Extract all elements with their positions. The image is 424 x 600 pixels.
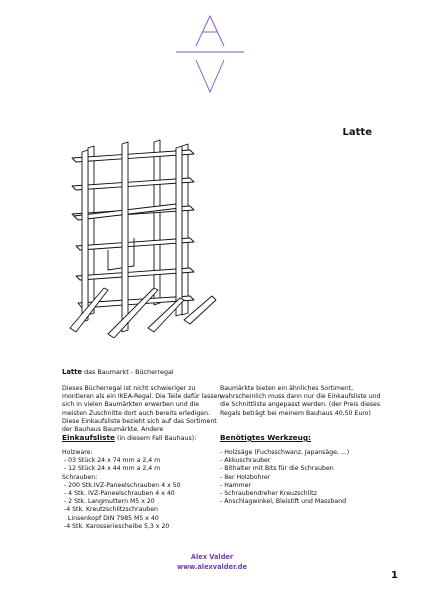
product-name: Latte [62,368,83,376]
paragraph-left: Dieses Bücherregal ist nicht schwieriger zu montieren als ein IKEA-Regal. Die Teile dafür lassen sich in vielen Baumärkten erwerben und die meisten Zuschnitte dort auch bereits erledigen. Diese Einkaufsliste bezieht sich auf das Sortiment der Bauhaus Baumärkte. Andere [62,385,222,434]
list-item: - Holzsäge (Fuchsschwanz, Japansäge, ...) [220,449,350,456]
author-name: Alex Valder [190,553,234,561]
shopping-list-heading [62,434,222,443]
list-item: - 200 Stk.IVZ-Paneelschrauben 4 x 50 [62,481,181,489]
shopping-list-subtitle: (in diesem Fall Bauhaus): [114,435,197,442]
page-title: Latte [342,127,372,138]
product-subtitle: das Baumarkt - Bücherregal [82,368,174,376]
list-item: -4 Stk. Karosseriescheibe 5,3 x 20 [62,522,170,530]
list-item: - Hammer [220,481,252,489]
list-item: - 2 Stk. Langmuttern M5 x 20 [62,498,155,506]
tools-title: Benötigtes Werkzeug: [220,433,311,442]
av-logo-icon [170,10,250,94]
list-item: Linsenkopf DIN 7985 M5 x 40 [62,514,159,522]
shelf-illustration-icon [64,138,224,338]
list-item: - Schraubendreher Kreuzschlitz [220,490,317,498]
paragraph-right: Baumärkte bieten ein ähnliches Sortiment, wahrscheinlich muss dann nur die Einkaufsliste und die Schnittliste angepasst werden. (der Preis dieses Regals beträgt bei meinem Bauhaus 40,50 Euro) [220,385,381,417]
list-item: - 12 Stück 24 x 44 mm a 2,4 m [62,465,161,473]
tools-list [220,449,385,506]
page-number: 1 [391,570,398,581]
list-item: - Anschlagwinkel, Bleistift und Massband [220,498,347,506]
list-item: - Akkuschrauber [220,457,271,465]
tools-heading [220,434,385,443]
list-item: - Bithalter mit Bits für die Schrauben [220,465,334,473]
shopping-list-title: Einkaufsliste [62,433,115,442]
intro-line [62,368,174,376]
list-item: - 03 Stück 24 x 74 mm a 2,4 m [62,457,161,465]
list-item: - 8er Holzbohrer [220,473,271,481]
shopping-list [62,449,222,531]
list-item: - 4 Stk. IVZ-Paneelschrauben 4 x 40 [62,490,175,498]
list-item: Holzware: [62,449,93,456]
list-item: Schrauben: [62,473,98,481]
author-url[interactable]: www.alexvalder.de [177,563,247,571]
list-item: -4 Stk. Kreutzschlitzschrauben [62,506,158,514]
